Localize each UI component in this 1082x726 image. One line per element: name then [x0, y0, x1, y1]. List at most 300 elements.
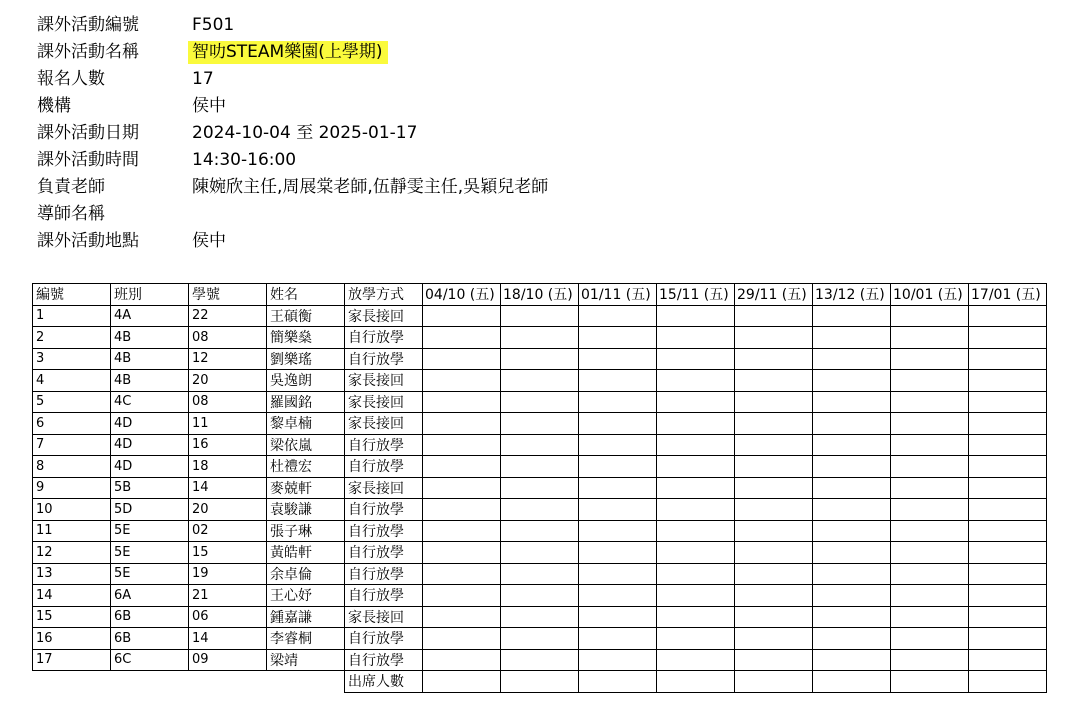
- table-cell: 16: [189, 434, 267, 456]
- table-cell: 14: [33, 585, 111, 607]
- info-label: 報名人數: [37, 69, 105, 89]
- attendance-cell: [891, 542, 969, 564]
- table-cell: 黎卓楠: [267, 413, 345, 435]
- info-row: [37, 120, 548, 147]
- attendance-cell: [579, 477, 657, 499]
- attendance-cell: [969, 585, 1047, 607]
- column-header: 29/11 (五): [735, 284, 813, 306]
- info-label: 課外活動地點: [37, 231, 139, 251]
- attendance-cell: [969, 456, 1047, 478]
- table-row: [33, 348, 1047, 370]
- info-label: 機構: [37, 96, 71, 116]
- table-row: [33, 391, 1047, 413]
- attendance-cell: [657, 542, 735, 564]
- column-header: 10/01 (五): [891, 284, 969, 306]
- attendance-cell: [891, 348, 969, 370]
- table-cell: 張子琳: [267, 520, 345, 542]
- info-value: [192, 66, 214, 93]
- attendance-total-cell: [501, 671, 579, 693]
- table-cell: 自行放學: [345, 563, 423, 585]
- attendance-cell: [813, 391, 891, 413]
- attendance-cell: [891, 327, 969, 349]
- table-cell: 劉樂瑤: [267, 348, 345, 370]
- empty-cell: [267, 671, 345, 693]
- attendance-cell: [657, 456, 735, 478]
- attendance-cell: [501, 585, 579, 607]
- table-cell: 8: [33, 456, 111, 478]
- empty-cell: [111, 671, 189, 693]
- attendance-cell: [891, 305, 969, 327]
- info-value: [192, 39, 388, 66]
- attendance-total-cell: [969, 671, 1047, 693]
- attendance-cell: [579, 370, 657, 392]
- table-cell: 6B: [111, 606, 189, 628]
- attendance-cell: [501, 649, 579, 671]
- table-row: [33, 649, 1047, 671]
- table-cell: 4D: [111, 456, 189, 478]
- table-cell: 4B: [111, 327, 189, 349]
- attendance-total-cell: [423, 671, 501, 693]
- info-value-text: 侯中: [192, 96, 226, 116]
- table-cell: 自行放學: [345, 585, 423, 607]
- table-cell: 6A: [111, 585, 189, 607]
- attendance-cell: [735, 563, 813, 585]
- table-cell: 李睿桐: [267, 628, 345, 650]
- attendance-cell: [579, 391, 657, 413]
- attendance-cell: [657, 628, 735, 650]
- table-row: [33, 305, 1047, 327]
- table-cell: 4C: [111, 391, 189, 413]
- table-cell: 袁駿謙: [267, 499, 345, 521]
- table-cell: 家長接回: [345, 370, 423, 392]
- info-label: 負責老師: [37, 177, 105, 197]
- info-value: [192, 120, 417, 147]
- attendance-cell: [813, 456, 891, 478]
- column-header: 01/11 (五): [579, 284, 657, 306]
- attendance-cell: [579, 305, 657, 327]
- info-value-text: 陳婉欣主任,周展棠老師,伍靜雯主任,吳穎兒老師: [192, 177, 549, 197]
- attendance-cell: [813, 563, 891, 585]
- attendance-cell: [735, 649, 813, 671]
- attendance-cell: [813, 606, 891, 628]
- attendance-cell: [501, 456, 579, 478]
- attendance-cell: [735, 305, 813, 327]
- info-value: [192, 147, 296, 174]
- attendance-cell: [423, 628, 501, 650]
- table-cell: 自行放學: [345, 499, 423, 521]
- attendance-cell: [735, 391, 813, 413]
- attendance-cell: [735, 327, 813, 349]
- table-cell: 王心妤: [267, 585, 345, 607]
- attendance-cell: [657, 305, 735, 327]
- attendance-cell: [579, 563, 657, 585]
- attendance-cell: [501, 305, 579, 327]
- table-cell: 自行放學: [345, 456, 423, 478]
- table-cell: 20: [189, 370, 267, 392]
- attendance-cell: [813, 477, 891, 499]
- table-row: [33, 606, 1047, 628]
- attendance-cell: [501, 477, 579, 499]
- attendance-cell: [735, 456, 813, 478]
- attendance-cell: [891, 413, 969, 435]
- table-cell: 12: [189, 348, 267, 370]
- table-cell: 15: [33, 606, 111, 628]
- info-label: 導師名稱: [37, 204, 105, 224]
- attendance-cell: [657, 499, 735, 521]
- attendance-cell: [501, 542, 579, 564]
- attendance-total-cell: [735, 671, 813, 693]
- activity-name-highlight: 智叻STEAM樂園(上學期): [188, 41, 388, 64]
- info-label: 課外活動編號: [37, 15, 139, 35]
- table-cell: 11: [33, 520, 111, 542]
- table-row: [33, 628, 1047, 650]
- info-row: [37, 228, 548, 255]
- attendance-total-row: [33, 671, 1047, 693]
- column-header: 班別: [111, 284, 189, 306]
- table-cell: 13: [33, 563, 111, 585]
- info-value-text: F501: [192, 15, 235, 35]
- table-cell: 余卓倫: [267, 563, 345, 585]
- table-cell: 5D: [111, 499, 189, 521]
- table-cell: 3: [33, 348, 111, 370]
- attendance-cell: [891, 391, 969, 413]
- table-cell: 12: [33, 542, 111, 564]
- attendance-cell: [735, 413, 813, 435]
- attendance-cell: [579, 520, 657, 542]
- table-cell: 5E: [111, 520, 189, 542]
- table-cell: 黃皓軒: [267, 542, 345, 564]
- table-cell: 自行放學: [345, 348, 423, 370]
- table-cell: 自行放學: [345, 434, 423, 456]
- attendance-cell: [423, 606, 501, 628]
- attendance-cell: [501, 391, 579, 413]
- info-row: [37, 12, 548, 39]
- attendance-cell: [813, 370, 891, 392]
- attendance-cell: [813, 520, 891, 542]
- table-cell: 6C: [111, 649, 189, 671]
- attendance-cell: [891, 499, 969, 521]
- info-row: [37, 93, 548, 120]
- attendance-cell: [657, 563, 735, 585]
- attendance-cell: [891, 606, 969, 628]
- attendance-cell: [501, 628, 579, 650]
- attendance-cell: [423, 563, 501, 585]
- table-cell: 自行放學: [345, 628, 423, 650]
- attendance-total-cell: [657, 671, 735, 693]
- attendance-cell: [423, 327, 501, 349]
- table-header-row: [33, 284, 1047, 306]
- column-header: 04/10 (五): [423, 284, 501, 306]
- attendance-cell: [423, 499, 501, 521]
- attendance-cell: [657, 348, 735, 370]
- info-row: [37, 147, 548, 174]
- column-header: 放學方式: [345, 284, 423, 306]
- table-cell: 20: [189, 499, 267, 521]
- attendance-cell: [735, 477, 813, 499]
- attendance-cell: [423, 391, 501, 413]
- attendance-cell: [579, 327, 657, 349]
- table-cell: 08: [189, 327, 267, 349]
- attendance-cell: [969, 391, 1047, 413]
- attendance-cell: [735, 520, 813, 542]
- table-row: [33, 499, 1047, 521]
- attendance-cell: [969, 563, 1047, 585]
- attendance-cell: [579, 542, 657, 564]
- table-cell: 18: [189, 456, 267, 478]
- table-cell: 09: [189, 649, 267, 671]
- table-cell: 王碩衡: [267, 305, 345, 327]
- attendance-cell: [969, 370, 1047, 392]
- attendance-cell: [735, 542, 813, 564]
- table-cell: 5B: [111, 477, 189, 499]
- attendance-total-cell: [813, 671, 891, 693]
- table-cell: 梁靖: [267, 649, 345, 671]
- attendance-cell: [657, 434, 735, 456]
- info-row: [37, 201, 548, 228]
- table-cell: 6B: [111, 628, 189, 650]
- attendance-cell: [579, 606, 657, 628]
- attendance-cell: [813, 585, 891, 607]
- attendance-cell: [969, 520, 1047, 542]
- attendance-cell: [423, 434, 501, 456]
- attendance-cell: [969, 499, 1047, 521]
- table-cell: 1: [33, 305, 111, 327]
- info-value: [192, 12, 234, 39]
- attendance-cell: [579, 649, 657, 671]
- table-row: [33, 585, 1047, 607]
- table-cell: 9: [33, 477, 111, 499]
- attendance-cell: [657, 327, 735, 349]
- attendance-total-cell: [579, 671, 657, 693]
- attendance-cell: [813, 649, 891, 671]
- attendance-cell: [579, 413, 657, 435]
- column-header: 姓名: [267, 284, 345, 306]
- table-row: [33, 456, 1047, 478]
- table-cell: 簡樂燊: [267, 327, 345, 349]
- attendance-cell: [813, 327, 891, 349]
- table-cell: 4B: [111, 370, 189, 392]
- table-cell: 2: [33, 327, 111, 349]
- table-cell: 羅國銘: [267, 391, 345, 413]
- attendance-cell: [579, 456, 657, 478]
- table-row: [33, 477, 1047, 499]
- attendance-cell: [501, 370, 579, 392]
- attendance-cell: [501, 520, 579, 542]
- attendance-cell: [891, 649, 969, 671]
- attendance-total-cell: [891, 671, 969, 693]
- attendance-cell: [657, 649, 735, 671]
- attendance-cell: [423, 520, 501, 542]
- table-cell: 02: [189, 520, 267, 542]
- info-value-text: 侯中: [192, 231, 226, 251]
- attendance-cell: [423, 456, 501, 478]
- attendance-cell: [813, 413, 891, 435]
- info-row: [37, 66, 548, 93]
- attendance-cell: [891, 477, 969, 499]
- table-cell: 4D: [111, 413, 189, 435]
- attendance-cell: [735, 348, 813, 370]
- table-row: [33, 563, 1047, 585]
- info-value: [192, 174, 548, 201]
- table-cell: 15: [189, 542, 267, 564]
- table-cell: 自行放學: [345, 327, 423, 349]
- attendance-cell: [735, 628, 813, 650]
- table-cell: 自行放學: [345, 649, 423, 671]
- table-cell: 4A: [111, 305, 189, 327]
- column-header: 17/01 (五): [969, 284, 1047, 306]
- attendance-cell: [501, 348, 579, 370]
- attendance-cell: [423, 649, 501, 671]
- column-header: 13/12 (五): [813, 284, 891, 306]
- attendance-cell: [813, 434, 891, 456]
- attendance-cell: [735, 585, 813, 607]
- attendance-cell: [891, 456, 969, 478]
- info-label: 課外活動名稱: [37, 42, 139, 62]
- attendance-cell: [969, 305, 1047, 327]
- table-row: [33, 327, 1047, 349]
- table-row: [33, 542, 1047, 564]
- attendance-cell: [579, 434, 657, 456]
- table-cell: 梁依嵐: [267, 434, 345, 456]
- table-cell: 11: [189, 413, 267, 435]
- attendance-cell: [813, 542, 891, 564]
- attendance-cell: [891, 434, 969, 456]
- attendance-cell: [969, 477, 1047, 499]
- attendance-cell: [891, 563, 969, 585]
- table-cell: 5E: [111, 563, 189, 585]
- table-cell: 家長接回: [345, 305, 423, 327]
- table-row: [33, 370, 1047, 392]
- table-cell: 4: [33, 370, 111, 392]
- table-cell: 5: [33, 391, 111, 413]
- activity-info: [37, 12, 548, 255]
- attendance-cell: [501, 434, 579, 456]
- info-value-text: 2024-10-04 至 2025-01-17: [192, 123, 418, 143]
- empty-cell: [189, 671, 267, 693]
- attendance-cell: [657, 606, 735, 628]
- table-cell: 家長接回: [345, 391, 423, 413]
- attendance-cell: [735, 499, 813, 521]
- info-value-text: 14:30-16:00: [192, 150, 297, 170]
- table-cell: 自行放學: [345, 520, 423, 542]
- attendance-cell: [735, 434, 813, 456]
- attendance-cell: [891, 585, 969, 607]
- attendance-cell: [423, 413, 501, 435]
- attendance-total-label: 出席人數: [345, 671, 423, 693]
- column-header: 編號: [33, 284, 111, 306]
- attendance-cell: [969, 628, 1047, 650]
- column-header: 18/10 (五): [501, 284, 579, 306]
- table-cell: 7: [33, 434, 111, 456]
- info-label: 課外活動日期: [37, 123, 139, 143]
- attendance-cell: [657, 520, 735, 542]
- table-cell: 22: [189, 305, 267, 327]
- table-cell: 自行放學: [345, 542, 423, 564]
- attendance-cell: [657, 391, 735, 413]
- table-cell: 21: [189, 585, 267, 607]
- attendance-table: [32, 283, 1047, 693]
- attendance-cell: [969, 434, 1047, 456]
- table-row: [33, 434, 1047, 456]
- table-cell: 5E: [111, 542, 189, 564]
- attendance-cell: [423, 542, 501, 564]
- attendance-cell: [501, 563, 579, 585]
- attendance-cell: [813, 499, 891, 521]
- info-label: 課外活動時間: [37, 150, 139, 170]
- table-cell: 鍾嘉謙: [267, 606, 345, 628]
- attendance-cell: [657, 413, 735, 435]
- attendance-cell: [501, 413, 579, 435]
- table-cell: 16: [33, 628, 111, 650]
- attendance-cell: [501, 499, 579, 521]
- table-cell: 4D: [111, 434, 189, 456]
- attendance-cell: [579, 628, 657, 650]
- info-value-text: 17: [192, 69, 214, 89]
- attendance-cell: [969, 327, 1047, 349]
- attendance-cell: [423, 477, 501, 499]
- attendance-cell: [735, 606, 813, 628]
- attendance-cell: [657, 585, 735, 607]
- table-cell: 家長接回: [345, 606, 423, 628]
- attendance-cell: [423, 348, 501, 370]
- attendance-cell: [579, 499, 657, 521]
- info-value: [192, 228, 226, 255]
- table-cell: 08: [189, 391, 267, 413]
- table-cell: 麥兢軒: [267, 477, 345, 499]
- column-header: 學號: [189, 284, 267, 306]
- attendance-cell: [891, 520, 969, 542]
- table-cell: 14: [189, 477, 267, 499]
- table-cell: 家長接回: [345, 477, 423, 499]
- column-header: 15/11 (五): [657, 284, 735, 306]
- attendance-cell: [501, 327, 579, 349]
- table-cell: 17: [33, 649, 111, 671]
- table-cell: 家長接回: [345, 413, 423, 435]
- attendance-cell: [579, 348, 657, 370]
- info-row: [37, 39, 548, 66]
- empty-cell: [33, 671, 111, 693]
- attendance-cell: [969, 413, 1047, 435]
- attendance-cell: [423, 585, 501, 607]
- table-cell: 6: [33, 413, 111, 435]
- attendance-cell: [813, 628, 891, 650]
- table-cell: 吳逸朗: [267, 370, 345, 392]
- attendance-cell: [735, 370, 813, 392]
- attendance-cell: [657, 477, 735, 499]
- attendance-cell: [891, 628, 969, 650]
- attendance-cell: [969, 348, 1047, 370]
- table-cell: 杜禮宏: [267, 456, 345, 478]
- table-row: [33, 413, 1047, 435]
- attendance-cell: [423, 370, 501, 392]
- attendance-cell: [423, 305, 501, 327]
- attendance-cell: [969, 649, 1047, 671]
- attendance-cell: [501, 606, 579, 628]
- table-cell: 06: [189, 606, 267, 628]
- attendance-cell: [969, 606, 1047, 628]
- info-row: [37, 174, 548, 201]
- table-cell: 4B: [111, 348, 189, 370]
- table-cell: 19: [189, 563, 267, 585]
- attendance-cell: [579, 585, 657, 607]
- attendance-cell: [891, 370, 969, 392]
- attendance-cell: [813, 305, 891, 327]
- attendance-cell: [969, 542, 1047, 564]
- attendance-cell: [813, 348, 891, 370]
- table-row: [33, 520, 1047, 542]
- table-cell: 10: [33, 499, 111, 521]
- attendance-cell: [657, 370, 735, 392]
